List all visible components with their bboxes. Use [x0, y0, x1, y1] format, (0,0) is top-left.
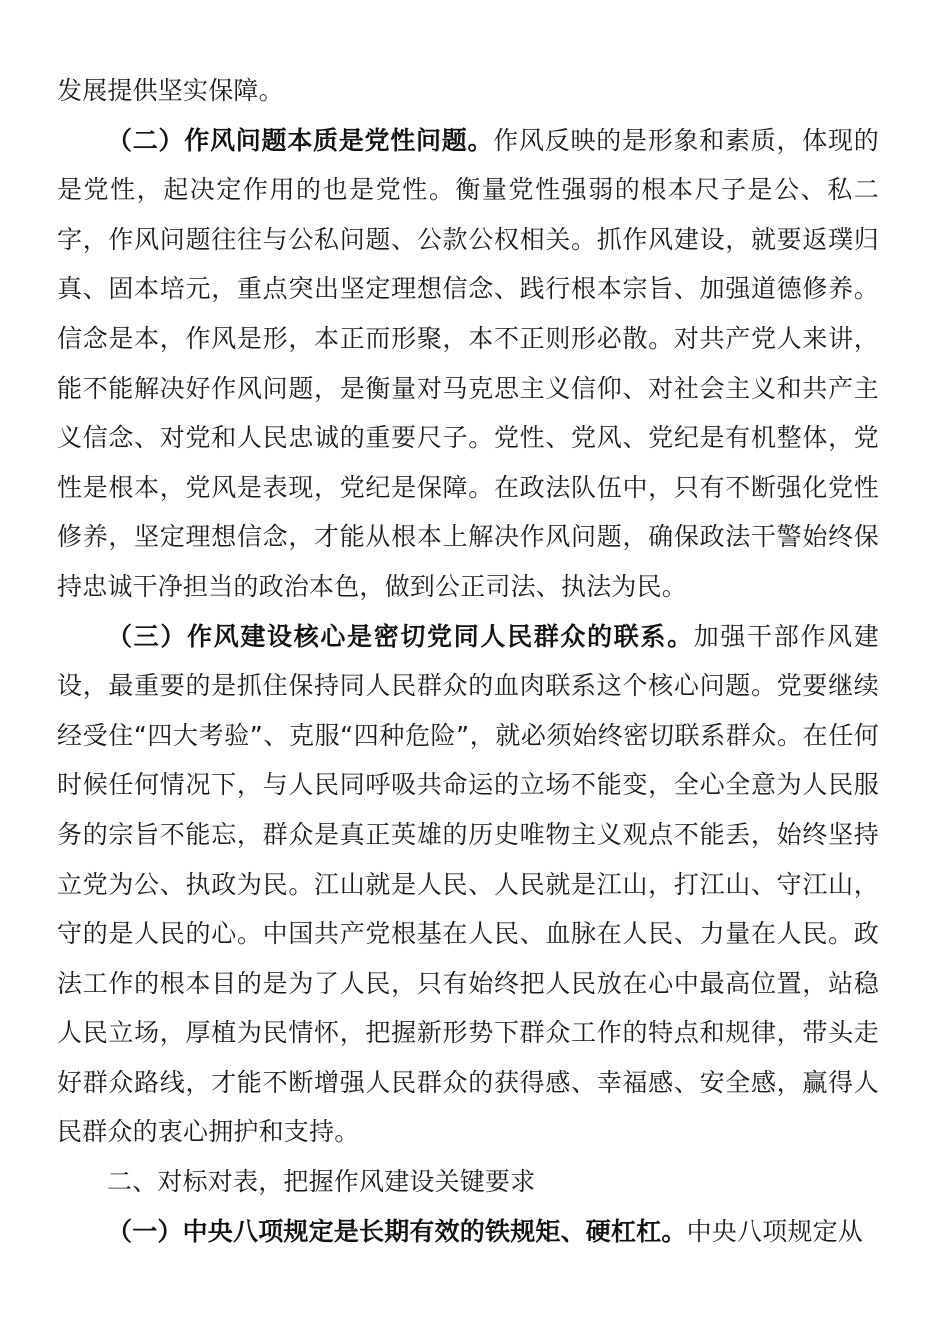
paragraph-lead: （二）作风问题本质是党性问题。 — [107, 125, 494, 155]
paragraph-section-3 — [57, 612, 879, 1158]
paragraph-text: 作风反映的是形象和素质，体现的是党性，起决定作用的也是党性。衡量党性强弱的根本尺子是公、私二字，作风问题往往与公私问题、公款公权相关。抓作风建设，就要返璞归真、固本培元，重点突出坚定理想信念、践行根本宗旨、加强道德修养。信念是本，作风是形，本正而形聚，本不正则形必散。对共产党人来讲，能不能解决好作风问题，是衡量对马克思主义信仰、对社会主义和共产主义信念、对党和人民忠诚的重要尺子。党性、党风、党纪是有机整体，党性是根本，党风是表现，党纪是保障。在政法队伍中，只有不断强化党性修养，坚定理想信念，才能从根本上解决作风问题，确保政法干警始终保持忠诚干净担当的政治本色，做到公正司法、执法为民。 — [57, 125, 879, 601]
paragraph-lead: （三）作风建设核心是密切党同人民群众的联系。 — [107, 621, 694, 651]
section-heading: 二、对标对表，把握作风建设关键要求 — [107, 1167, 536, 1197]
paragraph-text: 发展提供坚实保障。 — [57, 76, 284, 105]
paragraph-continuation — [57, 66, 879, 116]
paragraph-subsection-1 — [57, 1207, 879, 1257]
paragraph-section-2 — [57, 116, 879, 612]
paragraph-text: 加强干部作风建设，最重要的是抓住保持同人民群众的血肉联系这个核心问题。党要继续经受住“四大考验”、克服“四种危险”，就必须始终密切联系群众。在任何时候任何情况下，与人民同呼吸共命运的立场不能变，全心全意为人民服务的宗旨不能忘，群众是真正英雄的历史唯物主义观点不能丢，始终坚持立党为公、执政为民。江山就是人民、人民就是江山，打江山、守江山，守的是人民的心。中国共产党根基在人民、血脉在人民、力量在人民。政法工作的根本目的是为了人民，只有始终把人民放在心中最高位置，站稳人民立场，厚植为民情怀，把握新形势下群众工作的特点和规律，带头走好群众路线，才能不断增强人民群众的获得感、幸福感、安全感，赢得人民群众的衷心拥护和支持。 — [57, 621, 879, 1147]
document-page — [57, 66, 879, 1256]
paragraph-text: 中央八项规定从 — [686, 1216, 864, 1246]
paragraph-lead: （一）中央八项规定是长期有效的铁规矩、硬杠杠。 — [107, 1216, 687, 1246]
